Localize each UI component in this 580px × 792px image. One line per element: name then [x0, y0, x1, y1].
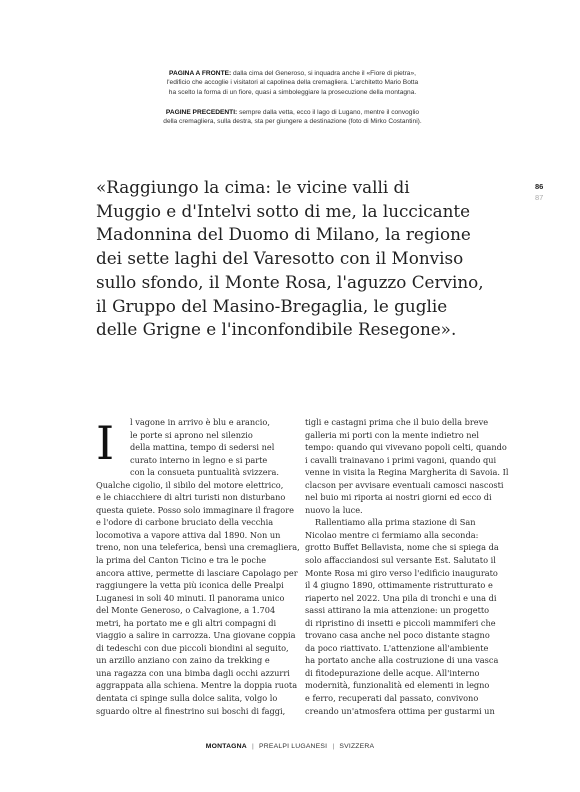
page-footer — [0, 743, 580, 750]
body-line: raggiungere la vetta più iconica delle Prealpi — [96, 580, 284, 591]
footer-country: SVIZZERA — [339, 743, 375, 750]
body-line: nel buio mi riporta ai nostri giorni ed ecco di — [305, 492, 492, 503]
body-line: Nicolao mentre ci fermiamo alla seconda: — [305, 529, 479, 540]
body-line: riaperto nel 2022. Una pila di tronchi e una di — [305, 592, 497, 603]
page-numbers — [535, 181, 543, 203]
body-line: dentata ci spinge sulla dolce salita, volgo lo — [96, 693, 278, 704]
quote-line: sullo sfondo, il Monte Rosa, l'aguzzo Cervino, — [96, 271, 484, 292]
caption-front-page — [120, 69, 465, 97]
body-line: locomotiva a vapore attiva dal 1890. Non un — [96, 529, 281, 540]
caption-front-line: dalla cima del Generoso, si inquadra anche il «Fiore di pietra», — [233, 70, 416, 77]
body-line: una ragazza con una bimba dagli occhi azzurri — [96, 667, 290, 678]
drop-cap: I — [96, 416, 115, 470]
body-line: viaggio a salire in carrozza. Una giovane coppia — [96, 630, 296, 641]
quote-line: Muggio e d'Intelvi sotto di me, la luccicante — [96, 200, 471, 221]
caption-prev-label: PAGINE PRECEDENTI: — [165, 109, 238, 116]
body-line: della mattina, tempo di sedersi nel — [130, 442, 275, 453]
body-line: di tedeschi con due piccoli biondini al seguito, — [96, 642, 289, 653]
body-line: un arzillo anziano con zaino da trekking e — [96, 655, 270, 666]
body-line: modernità, funzionalità ed elementi in legno — [305, 680, 490, 691]
body-line: solo affacciandosi sul versante Est. Salutato il — [305, 555, 496, 566]
quote-line: «Raggiungo la cima: le vicine valli di — [96, 177, 410, 197]
body-line: di ripristino di insetti e piccoli mammiferi che — [305, 617, 496, 628]
footer-section: MONTAGNA — [205, 743, 247, 750]
body-line: ancora attive, permette di lasciare Capolago per — [96, 567, 298, 578]
quote-line: Madonnina del Duomo di Milano, la regione — [96, 224, 471, 245]
body-line: creando un'atmosfera ottima per gustarmi un — [305, 705, 495, 716]
body-line: clacson per avvisare eventuali camosci nascosti — [305, 479, 504, 490]
quote-line: delle Grigne e l'inconfondibile Resegone». — [96, 319, 457, 340]
page-number-current: 86 — [535, 182, 544, 191]
body-line: i cavalli trainavano i primi vagoni, quando qui — [305, 454, 497, 465]
body-line: treno, non una teleferica, bensì una cremagliera, — [96, 542, 300, 553]
body-line: Rallentiamo alla prima stazione di San — [315, 517, 476, 528]
caption-prev-line: sempre dalla vetta, ecco il lago di Lugano, mentre il convoglio — [239, 109, 420, 116]
caption-front-line: l'edificio che accoglie i visitatori al capolinea della cremagliera. L'architetto Mario Botta — [166, 79, 419, 87]
body-line: trovano casa anche nel poco distante stagno — [305, 630, 490, 641]
caption-front-line: ha scelto la forma di un fiore, quasi a simboleggiare la prosecuzione della montagna. — [168, 88, 417, 96]
quote-line: il Gruppo del Masino-Bregaglia, le guglie — [96, 295, 448, 316]
page-number-other: 87 — [535, 193, 544, 202]
body-line: ha portato anche alla costruzione di una vasca — [305, 655, 499, 666]
body-line: Qualche cigolio, il sibilo del motore elettrico, — [96, 479, 284, 490]
body-column-right — [305, 416, 509, 717]
body-line: questa quiete. Posso solo immaginare il fragore — [96, 504, 294, 515]
body-line: del Monte Generoso, o Calvagione, a 1.704 — [96, 605, 276, 616]
body-line: curato interno in legno e si parte — [130, 454, 268, 465]
body-column-left — [96, 416, 300, 717]
caption-previous-pages — [120, 108, 465, 127]
pull-quote — [96, 176, 526, 342]
body-line: Monte Rosa mi giro verso l'edificio inaugurato — [305, 567, 498, 578]
body-line: con la consueta puntualità svizzera. — [130, 467, 279, 478]
body-line: l vagone in arrivo è blu e arancio, — [130, 417, 270, 427]
body-line: il 4 giugno 1890, ottimamente ristrutturato e — [305, 580, 493, 591]
body-line: venne in visita la Regina Margherita di Savoia. Il — [305, 467, 509, 478]
body-line: metri, ha portato me e gli altri compagni di — [96, 617, 277, 628]
body-line: la prima del Canton Ticino e tra le poche — [96, 555, 267, 566]
body-line: e ferro, recuperati dal passato, convivono — [305, 693, 479, 704]
body-line: Luganesi in soli 40 minuti. Il panorama unico — [96, 592, 285, 603]
body-line: galleria mi porti con la mente indietro nel — [305, 429, 479, 440]
body-line: e l'odore di carbone bruciato della vecchia — [96, 517, 274, 528]
body-line: di fitodepurazione delle acque. All'interno — [305, 667, 480, 678]
body-line: sassi attirano la mia attenzione: un progetto — [305, 605, 490, 616]
body-line: le porte si aprono nel silenzio — [130, 429, 253, 440]
quote-line: dei sette laghi del Varesotto con il Monviso — [96, 248, 464, 269]
footer-area: PREALPI LUGANESI — [259, 743, 328, 750]
body-line: e le chiacchiere di altri turisti non disturbano — [96, 492, 286, 503]
body-line: sguardo oltre al finestrino sui boschi di faggi, — [96, 705, 286, 716]
body-line: tempo: quando qui vivevano popoli celti, quando — [305, 442, 507, 453]
body-line: aggrappata alla schiena. Mentre la doppia ruota — [96, 680, 298, 691]
body-line: da poco riattivato. L'attenzione all'ambiente — [305, 642, 489, 653]
body-line: tigli e castagni prima che il buio della breve — [305, 417, 489, 427]
body-line: grotto Buffet Bellavista, nome che si spiega da — [305, 542, 499, 553]
body-line: nuovo la luce. — [305, 504, 363, 515]
caption-prev-line: della cremagliera, sulla destra, sta per giungere a destinazione (foto di Mirko Costantini). — [163, 118, 422, 126]
footer-separator: | — [332, 743, 335, 750]
footer-separator: | — [251, 743, 254, 750]
caption-front-label: PAGINA A FRONTE: — [169, 70, 232, 77]
